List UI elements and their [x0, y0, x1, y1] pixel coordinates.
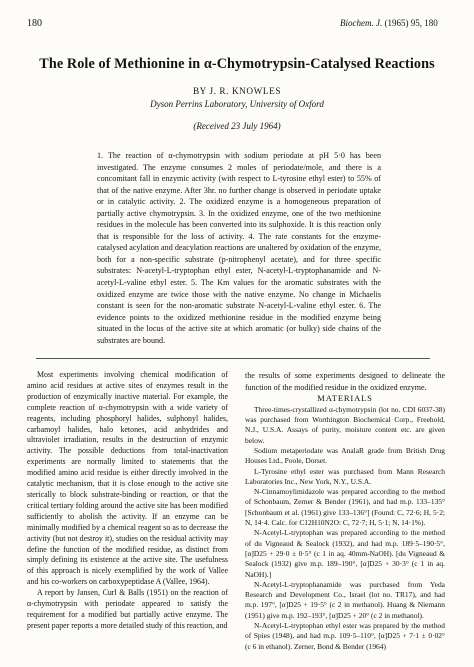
- year-volume-page: (1965) 95, 180: [384, 18, 438, 28]
- received-date: (Received 23 July 1964): [193, 121, 281, 131]
- intro-paragraph-2: A report by Jansen, Curl & Balls (1951) on the reaction of α-chymotrypsin with periodate appeared to satisfy the requirement for a modified but partially active enzyme. The present paper reports a more detailed study of this reaction, and: [27, 588, 228, 630]
- materials-heading: MATERIALS: [317, 393, 373, 404]
- page-number: 180: [27, 18, 42, 29]
- section-divider: [36, 358, 430, 359]
- abstract: 1. The reaction of α-chymotrypsin with sodium periodate at pH 5·0 has been investigated. The enzyme consumes 2 moles of periodate/mole, and there is a concomitant fall in enzymic activity (with respect to L-tyrosine ethyl ester) to 55% of that of the native enzyme. After 3hr. no further change is observed in periodate uptake or in catalytic activity. 2. The oxidized enzyme is a homogeneous preparation of partially active chymotrypsin. 3. In the oxidized enzyme, one of the two methionine residues in the molecule has been converted into its sulphoxide. It is this reaction only that is responsible for the loss of activity. 4. The rate constants for the enzyme-catalysed acylation and deacylation reactions are unaltered by oxidation of the enzyme, both for a non-specific substrate (p-nitrophenyl acetate), and for three specific substrates: N-acetyl-L-tryptophan ethyl ester, N-acetyl-L-tryptophanamide and N-acetyl-L-valine ethyl ester. 5. The Km values for the aromatic substrates with the oxidized enzyme are twice those with the native enzyme. No change in Michaelis constant is seen for the non-aromatic substrate N-acetyl-L-valine ethyl ester. 6. The evidence points to the oxidized methionine residue in the modified enzyme being situated in the locus of the active site at which aromatic (or bulky) side chains of the substrates are bound.: [97, 151, 381, 345]
- materials-paragraph: Three-times-crystallized α-chymotrypsin (lot no. CDI 6037-38) was purchased from Worthington Biochemical Corp., Freehold, N.J., U.S.A. Assays of purity, moisture content etc. are given below.: [245, 404, 445, 445]
- affiliation: Dyson Perrins Laboratory, University of Oxford: [150, 99, 324, 109]
- intro-paragraph-1: Most experiments involving chemical modification of amino acid residues at active sites of enzymes result in the production of enzymically inactive material. For example, the complete reaction of α-chymotrypsin with a wide variety of reagents, including phosphoryl halides, sulphonyl halides, carbamoyl halides, halo ketones, acid anhydrides and ultraviolet irradiation, results in the destruction of enzymic activity. The possible deductions from total-inactivation experiments are normally limited to statements that the modified amino acid residue is either directly involved in the catalytic mechanism, that it is close enough to the active site sterically to block substrate-binding or reaction, or that the critical tertiary folding around the active site has been modified sufficiently to abolish the activity. If an enzyme can be minimally modified by a chemical reagent so as to decrease the activity (but not destroy it), studies on the residual activity may define the function of the modified residue, as distinct from simply defining its existence at the active site. The usefulness of this approach is nicely exemplified by the work of Vallee and his co-workers on carboxypeptidase A (Vallee, 1964).: [27, 370, 228, 587]
- materials-list: [245, 405, 445, 652]
- running-header: [340, 18, 438, 28]
- materials-paragraph: Sodium metaperiodate was AnalaR grade from British Drug Houses Ltd., Poole, Dorset.: [245, 445, 445, 466]
- author-line: BY J. R. KNOWLES: [192, 86, 282, 96]
- materials-paragraph: N-Acetyl-L-tryptophan ethyl ester was prepared by the method of Spies (1948), and had m.p. 109·5–110°, [α]D25 + 7·1 ± 0·02° (c 6 in ethanol). Zerner, Bond & Bender (1964): [245, 621, 445, 651]
- materials-paragraph: N-Acetyl-L-tryptophan was prepared according to the method of du Vigneaud & Sealock (1932), and had m.p. 189·5–190·5°, [α]D25 + 29·0 ± 0·5° (c 1 in aq. 40mm-NaOH). [du Vigneaud & Sealock (1932) give m.p. 189–190°, [α]D25 + 30·3° (c 1 in aq. NaOH).]: [245, 528, 445, 579]
- journal-name: Biochem. J.: [340, 18, 383, 28]
- intro-continuation: the results of some experiments designed to delineate the function of the modified residue in the oxidized enzyme.: [245, 371, 445, 392]
- materials-paragraph: N-Acetyl-L-tryptophanamide was purchased from Yeda Research and Development Co., Israel (lot no. TR17), and had m.p. 197°, [α]D25 + 19·5° (c 2 in methanol). Huang & Niemann (1951) give m.p. 192–193°, [α]D25 + 20° (c 2 in methanol).: [245, 579, 445, 620]
- materials-paragraph: N-Cinnamoylimidazole was prepared according to the method of Schonbaum, Zerner & Bender (1961), and had m.p. 133–135° [Schonbaum et al. (1961) give 133–136°] (Found: C, 72·6; H, 5·2; N, 14·4. Calc. for C12H10N2O: C, 72·7; H, 5·1; N, 14·1%).: [245, 487, 445, 528]
- left-column: [27, 370, 228, 632]
- materials-paragraph: L-Tyrosine ethyl ester was purchased from Mann Research Laboratories Inc., New York, N.Y., U.S.A.: [245, 466, 445, 486]
- right-column: [245, 370, 445, 652]
- article-title: The Role of Methionine in α-Chymotrypsin-Catalysed Reactions: [39, 56, 435, 72]
